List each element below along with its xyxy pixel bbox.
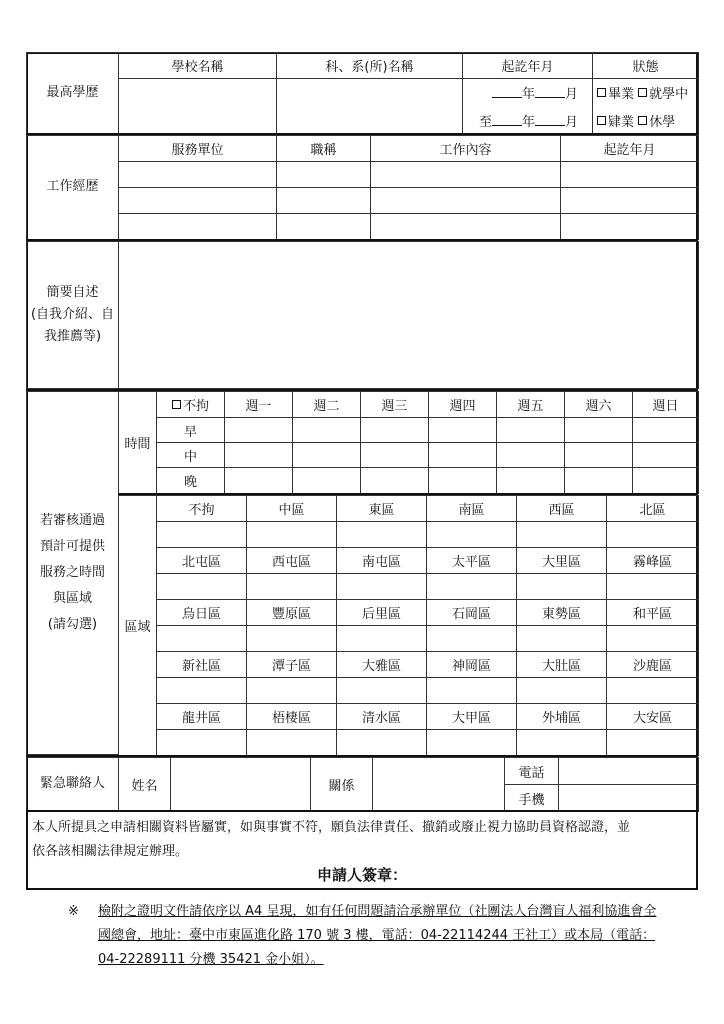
- district-check-cell[interactable]: [427, 574, 517, 600]
- emergency-phone-field[interactable]: [559, 758, 699, 785]
- district-check-cell[interactable]: [427, 678, 517, 704]
- district-check-cell[interactable]: [157, 730, 247, 756]
- emergency-name-label: 姓名: [119, 758, 171, 812]
- work-cell[interactable]: [119, 162, 277, 188]
- availability-label: 若審核通過 預計可提供 服務之時間 與區域 (請勾選): [27, 392, 119, 755]
- district-label: 大肚區: [517, 652, 607, 678]
- district-check-cell[interactable]: [157, 522, 247, 548]
- slot-cell[interactable]: [565, 468, 633, 494]
- emergency-relation-field[interactable]: [373, 758, 505, 812]
- status-graduated-checkbox[interactable]: 畢業: [597, 87, 634, 102]
- reference-mark-icon: ※: [68, 904, 79, 919]
- emergency-table: [26, 757, 699, 812]
- slot-cell[interactable]: [429, 418, 497, 443]
- district-label: 南區: [427, 496, 517, 522]
- district-label: 石岡區: [427, 600, 517, 626]
- day-thu: 週四: [429, 392, 497, 418]
- district-check-cell[interactable]: [607, 730, 699, 756]
- work-table: [26, 135, 699, 240]
- header-period: 起訖年月: [463, 53, 593, 79]
- time-table: [118, 391, 699, 494]
- day-wed: 週三: [361, 392, 429, 418]
- work-cell[interactable]: [277, 188, 371, 214]
- header-department-name: 科、系(所)名稱: [277, 53, 463, 79]
- slot-cell[interactable]: [497, 418, 565, 443]
- district-label: 不拘: [157, 496, 247, 522]
- education-label: 最高學歷: [27, 53, 119, 135]
- district-check-cell[interactable]: [247, 574, 337, 600]
- footnote: [68, 900, 668, 972]
- slot-cell[interactable]: [565, 443, 633, 468]
- work-cell[interactable]: [371, 162, 561, 188]
- district-check-cell[interactable]: [427, 522, 517, 548]
- slot-cell[interactable]: [293, 468, 361, 494]
- work-cell[interactable]: [371, 214, 561, 240]
- district-check-cell[interactable]: [337, 626, 427, 652]
- slot-cell[interactable]: [225, 443, 293, 468]
- district-label: 太平區: [427, 548, 517, 574]
- slot-cell[interactable]: [497, 468, 565, 494]
- district-label: 新社區: [157, 652, 247, 678]
- district-check-cell[interactable]: [337, 730, 427, 756]
- day-tue: 週二: [293, 392, 361, 418]
- district-label: 潭子區: [247, 652, 337, 678]
- work-cell[interactable]: [277, 214, 371, 240]
- emergency-mobile-label: 手機: [505, 785, 559, 812]
- header-job-title: 職稱: [277, 136, 371, 162]
- district-check-cell[interactable]: [427, 626, 517, 652]
- emergency-phone-label: 電話: [505, 758, 559, 785]
- day-sat: 週六: [565, 392, 633, 418]
- declaration-line: 依各該相關法律規定辦理。: [32, 844, 189, 859]
- district-check-cell[interactable]: [607, 678, 699, 704]
- district-label: 烏日區: [157, 600, 247, 626]
- district-check-cell[interactable]: [157, 626, 247, 652]
- slot-cell[interactable]: [497, 443, 565, 468]
- district-label: 大雅區: [337, 652, 427, 678]
- slot-cell[interactable]: [633, 468, 699, 494]
- district-label: 南屯區: [337, 548, 427, 574]
- day-sun: 週日: [633, 392, 699, 418]
- slot-cell[interactable]: [293, 418, 361, 443]
- slot-cell[interactable]: [225, 418, 293, 443]
- day-mon: 週一: [225, 392, 293, 418]
- district-label: 中區: [247, 496, 337, 522]
- emergency-mobile-field[interactable]: [559, 785, 699, 812]
- footnote-text: 檢附之證明文件請依序以 A4 呈現，如有任何問題請洽承辦單位（社團法人台灣盲人福利協進會全國總會，地址：臺中市東區進化路 170 號 3 樓，電話：04-22114244 王社工）或本局（電話：04-22289111 分機 35421 金小姐）。: [98, 904, 657, 967]
- bio-label: 簡要自述 (自我介紹、自 我推薦等): [27, 242, 119, 389]
- slot-cell[interactable]: [361, 443, 429, 468]
- header-school-name: 學校名稱: [119, 53, 277, 79]
- area-label: 區域: [119, 496, 157, 756]
- slot-cell[interactable]: [633, 443, 699, 468]
- district-label: 東區: [337, 496, 427, 522]
- slot-cell[interactable]: [225, 468, 293, 494]
- day-fri: 週五: [497, 392, 565, 418]
- district-check-cell[interactable]: [607, 522, 699, 548]
- header-status: 狀態: [593, 53, 699, 79]
- work-cell[interactable]: [561, 162, 699, 188]
- district-check-cell[interactable]: [247, 730, 337, 756]
- district-check-cell[interactable]: [517, 574, 607, 600]
- work-cell[interactable]: [119, 214, 277, 240]
- work-cell[interactable]: [119, 188, 277, 214]
- district-label: 北區: [607, 496, 699, 522]
- department-field[interactable]: [277, 79, 463, 135]
- district-label: 梧棲區: [247, 704, 337, 730]
- emergency-name-field[interactable]: [171, 758, 311, 812]
- district-check-cell[interactable]: [157, 678, 247, 704]
- work-cell[interactable]: [561, 188, 699, 214]
- district-label: 龍井區: [157, 704, 247, 730]
- district-check-cell[interactable]: [517, 626, 607, 652]
- district-label: 大安區: [607, 704, 699, 730]
- work-cell[interactable]: [277, 162, 371, 188]
- district-label: 大里區: [517, 548, 607, 574]
- declaration-line: 本人所提具之申請相關資料皆屬實，如與事實不符，願負法律責任、撤銷或廢止視力協助員資格認證，並: [32, 820, 631, 835]
- district-check-cell[interactable]: [247, 626, 337, 652]
- bio-textarea[interactable]: [119, 242, 699, 389]
- district-label: 西區: [517, 496, 607, 522]
- district-check-cell[interactable]: [607, 626, 699, 652]
- status-studying-checkbox[interactable]: 就學中: [638, 87, 688, 102]
- district-check-cell[interactable]: [247, 522, 337, 548]
- signature-field[interactable]: 申請人簽章：: [316, 866, 407, 884]
- district-label: 和平區: [607, 600, 699, 626]
- end-date-field[interactable]: 至 年 月: [463, 107, 593, 135]
- start-date-field[interactable]: 年 月: [463, 79, 593, 107]
- period-noon: 中: [157, 443, 225, 468]
- district-check-cell[interactable]: [517, 678, 607, 704]
- bio-table: [26, 241, 699, 389]
- district-label: 神岡區: [427, 652, 517, 678]
- district-check-cell[interactable]: [247, 678, 337, 704]
- work-cell[interactable]: [371, 188, 561, 214]
- district-check-cell[interactable]: [427, 730, 517, 756]
- school-name-field[interactable]: [119, 79, 277, 135]
- time-label: 時間: [119, 392, 157, 494]
- header-job-content: 工作內容: [371, 136, 561, 162]
- district-check-cell[interactable]: [337, 574, 427, 600]
- district-label: 清水區: [337, 704, 427, 730]
- district-check-cell[interactable]: [337, 678, 427, 704]
- status-suspended-checkbox[interactable]: 休學: [638, 115, 675, 130]
- district-check-cell[interactable]: [517, 730, 607, 756]
- district-label: 西屯區: [247, 548, 337, 574]
- district-check-cell[interactable]: [517, 522, 607, 548]
- district-label: 東勢區: [517, 600, 607, 626]
- slot-cell[interactable]: [429, 443, 497, 468]
- district-table: [118, 495, 699, 756]
- header-employer: 服務單位: [119, 136, 277, 162]
- slot-cell[interactable]: [429, 468, 497, 494]
- slot-cell[interactable]: [361, 468, 429, 494]
- work-cell[interactable]: [561, 214, 699, 240]
- status-dropout-checkbox[interactable]: 肄業: [597, 115, 634, 130]
- emergency-relation-label: 關係: [311, 758, 373, 812]
- district-label: 霧峰區: [607, 548, 699, 574]
- district-label: 北屯區: [157, 548, 247, 574]
- period-evening: 晚: [157, 468, 225, 494]
- slot-cell[interactable]: [633, 418, 699, 443]
- district-check-cell[interactable]: [607, 574, 699, 600]
- period-morning: 早: [157, 418, 225, 443]
- slot-cell[interactable]: [293, 443, 361, 468]
- district-label: 外埔區: [517, 704, 607, 730]
- time-any-checkbox[interactable]: 不拘: [157, 392, 225, 418]
- work-label: 工作經歷: [27, 136, 119, 240]
- emergency-label: 緊急聯絡人: [27, 758, 119, 812]
- district-label: 后里區: [337, 600, 427, 626]
- slot-cell[interactable]: [565, 418, 633, 443]
- education-table: [26, 52, 699, 135]
- district-label: 豐原區: [247, 600, 337, 626]
- slot-cell[interactable]: [361, 418, 429, 443]
- district-check-cell[interactable]: [157, 574, 247, 600]
- header-work-period: 起訖年月: [561, 136, 699, 162]
- district-check-cell[interactable]: [337, 522, 427, 548]
- district-label: 沙鹿區: [607, 652, 699, 678]
- district-label: 大甲區: [427, 704, 517, 730]
